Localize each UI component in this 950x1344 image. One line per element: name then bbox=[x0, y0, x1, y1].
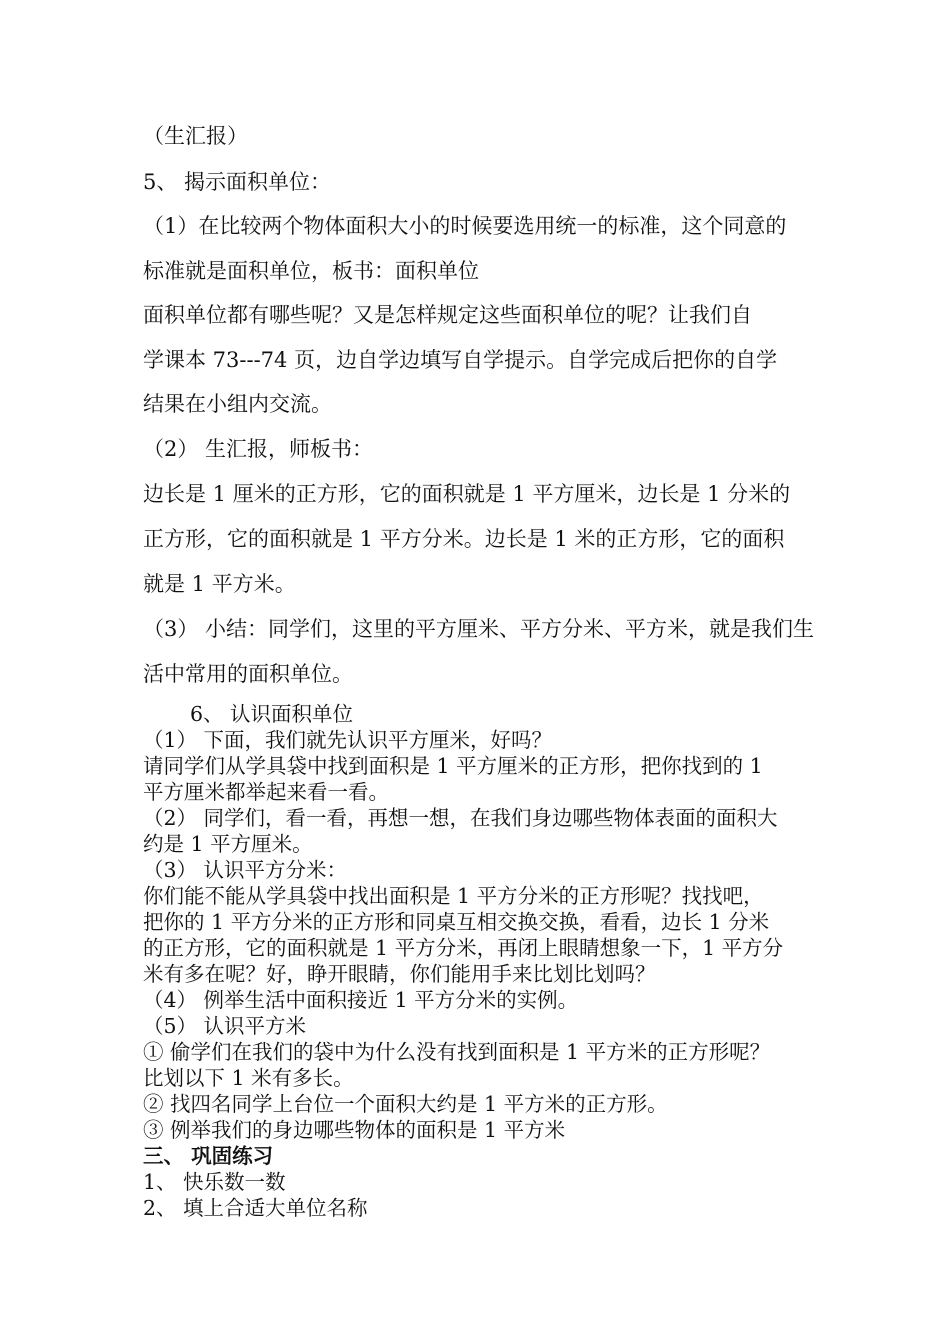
text-line: 米有多在呢？好，睁开眼睛，你们能用手来比划比划吗？ bbox=[143, 962, 656, 986]
text-line: 比划以下 1 米有多长。 bbox=[143, 1066, 354, 1090]
text-line: （生汇报） bbox=[143, 124, 248, 148]
text-line: 活中常用的面积单位。 bbox=[143, 662, 353, 686]
text-line: ① 偷学们在我们的袋中为什么没有找到面积是 1 平方米的正方形呢？ bbox=[143, 1040, 771, 1064]
text-line: 2、 填上合适大单位名称 bbox=[143, 1196, 368, 1220]
text-line: 平方厘米都举起来看一看。 bbox=[143, 780, 389, 804]
text-line: （3） 认识平方分米： bbox=[143, 858, 348, 882]
text-line: 约是 1 平方厘米。 bbox=[143, 832, 313, 856]
text-line: （1） 下面，我们就先认识平方厘米，好吗？ bbox=[143, 728, 553, 752]
text-line: ③ 例举我们的身边哪些物体的面积是 1 平方米 bbox=[143, 1118, 566, 1142]
text-line: 学课本 73---74 页，边自学边填写自学提示。自学完成后把你的自学 bbox=[143, 348, 778, 372]
section-heading: 5、 揭示面积单位： bbox=[143, 170, 332, 194]
text-line: （2） 同学们，看一看，再想一想，在我们身边哪些物体表面的面积大 bbox=[143, 806, 778, 830]
text-line: 面积单位都有哪些呢？又是怎样规定这些面积单位的呢？让我们自 bbox=[143, 303, 752, 327]
text-line: 的正方形，它的面积就是 1 平方分米，再闭上眼睛想象一下，1 平方分 bbox=[143, 936, 784, 960]
text-line: 标准就是面积单位，板书：面积单位 bbox=[143, 259, 479, 283]
section-heading: 6、 认识面积单位 bbox=[190, 702, 354, 726]
text-line: 正方形，它的面积就是 1 平方分米。边长是 1 米的正方形，它的面积 bbox=[143, 527, 785, 551]
text-line: 就是 1 平方米。 bbox=[143, 572, 296, 596]
text-line: 把你的 1 平方分米的正方形和同桌互相交换交换，看看，边长 1 分米 bbox=[143, 910, 770, 934]
text-line: （2） 生汇报，师板书： bbox=[143, 437, 374, 461]
text-line: 请同学们从学具袋中找到面积是 1 平方厘米的正方形，把你找到的 1 bbox=[143, 754, 763, 778]
text-line: 1、 快乐数一数 bbox=[143, 1170, 286, 1194]
text-line: （3） 小结：同学们，这里的平方厘米、平方分米、平方米，就是我们生 bbox=[143, 617, 815, 641]
text-line: 你们能不能从学具袋中找出面积是 1 平方分米的正方形呢？找找吧， bbox=[143, 884, 764, 908]
text-line: 边长是 1 厘米的正方形，它的面积就是 1 平方厘米，边长是 1 分米的 bbox=[143, 482, 791, 506]
text-line: ② 找四名同学上台位一个面积大约是 1 平方米的正方形。 bbox=[143, 1092, 668, 1116]
text-line: （5） 认识平方米 bbox=[143, 1014, 307, 1038]
section-heading: 三、 巩固练习 bbox=[143, 1144, 274, 1168]
text-line: （4） 例举生活中面积接近 1 平方分米的实例。 bbox=[143, 988, 579, 1012]
text-line: （1）在比较两个物体面积大小的时候要选用统一的标准，这个同意的 bbox=[143, 214, 787, 238]
text-line: 结果在小组内交流。 bbox=[143, 392, 332, 416]
